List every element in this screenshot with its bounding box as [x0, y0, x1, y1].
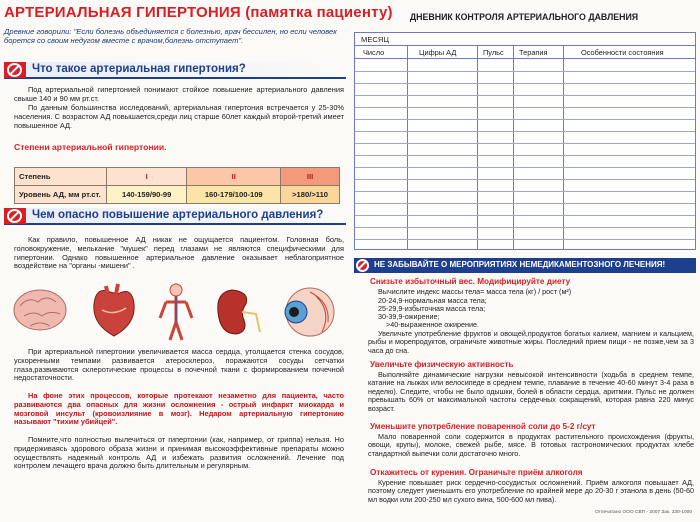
tip-weight-title: Снизьте избыточный вес. Модифицируйте диету — [370, 277, 571, 286]
heart-icon — [94, 284, 134, 336]
kidney-icon — [218, 290, 260, 334]
print-info: Отпечатано ООО СВП - 2007 Зак. 330-1000 — [594, 510, 692, 515]
diary-col-date: Число — [363, 48, 385, 57]
definition-paragraph: Под артериальной гипертонией понимают стойкое повышение артериального давления свыше 140 и 90 мм рт.ст. — [14, 85, 344, 103]
warning-banner — [354, 258, 696, 273]
no-sign-icon — [4, 62, 26, 78]
diary-row-line — [355, 191, 695, 192]
diary-title: ДНЕВНИК КОНТРОЛЯ АРТЕРИАЛЬНОГО ДАВЛЕНИЯ — [409, 12, 639, 22]
diary-row-line — [355, 203, 695, 204]
section-header-what-is — [4, 62, 346, 79]
stage-value-2: 160-179/100-109 — [187, 186, 281, 204]
eye-icon — [285, 288, 334, 336]
stage-level-2: II — [187, 168, 281, 186]
complications-paragraph: На фоне этих процессов, которые протекают незаметно для пациента, часто развиваются два опасных для жизни осложнения - острый инфаркт миокарда и мозговой инсульт (кровоизлияние в мозг). Недаром артериальную гипертонию называют "тихим убийцей". — [14, 391, 344, 427]
bp-diary-table — [354, 32, 696, 250]
stages-title: Степени артериальной гипертонии. — [14, 142, 167, 152]
smoking-paragraph: Курение повышает риск сердечно-сосудистых осложнений. Приём алкоголя повышает АД, поэтому следует уменьшить его употребление по крайней мере до 20-30 г этанола в день (50-60 мл водки или 200-250 мл сухого вина, 500-600 мл пива). — [368, 478, 694, 504]
target-organs-illustration — [10, 282, 346, 342]
diary-row-line — [355, 143, 695, 144]
bmi-item: 30-39,9-ожирение; — [378, 312, 440, 321]
stage-value-1: 140-159/90-99 — [107, 186, 187, 204]
diary-row-line — [355, 227, 695, 228]
activity-paragraph: Выполняйте динамические нагрузки невысокой интенсивности (ходьба в среднем темпе, катание на лыжах или велосипеде в среднем темпе, плавание в течение 40-60 минут 3-4 раза в неделю). Следите, чтобы не было одышки, болей в области сердца, аритмии. Пульс не должен превышать 60% от максимальной частоты сердечных сокращений, которая равна 220 минус возраст. — [368, 370, 694, 413]
bmi-formula: Вычислите индекс массы тела= масса тела (кг) / рост (м²) — [378, 287, 572, 296]
diary-row-line — [355, 155, 695, 156]
page-title: АРТЕРИАЛЬНАЯ ГИПЕРТОНИЯ (памятка пациенту) — [4, 4, 393, 21]
stages-row-level — [15, 186, 340, 204]
diary-row-line — [355, 119, 695, 120]
bmi-item: 25-29,9-избыточная масса тела; — [378, 304, 486, 313]
right-column — [352, 4, 696, 518]
tip-activity-title: Увеличьте физическую активность — [370, 360, 514, 369]
tip-salt-title: Уменьшите употребление поваренной соли до 5-2 г/сут — [370, 422, 596, 431]
body-vessels-icon — [160, 284, 192, 340]
stage-level-3: III — [281, 168, 340, 186]
diary-header — [355, 33, 695, 59]
stage-value-3: >180/>110 — [281, 186, 340, 204]
tip-smoking-title: Откажитесь от курения. Ограничьте приём алкоголя — [370, 468, 583, 477]
diary-row-line — [355, 83, 695, 84]
section-title-what-is: Что такое артериальная гипертония? — [32, 63, 246, 75]
prevalence-paragraph: По данным большинства исследований, артериальная гипертония встречается у 25-30% населения. С возрастом АД повышается,среди лиц старше 60лет каждый второй-третий имеет повышенное АД. — [14, 103, 344, 130]
bmi-item: 20-24,9-нормальная масса тела; — [378, 296, 487, 305]
stages-row-label: Уровень АД, мм рт.ст. — [15, 186, 107, 204]
stage-level-1: I — [107, 168, 187, 186]
stages-table — [14, 167, 340, 204]
stages-row-label: Степень — [15, 168, 107, 186]
warning-text: НЕ ЗАБЫВАЙТЕ О МЕРОПРИЯТИЯХ НЕМЕДИКАМЕНТОЗНОГО ЛЕЧЕНИЯ! — [374, 260, 666, 269]
diary-row-line — [355, 107, 695, 108]
section-header-danger — [4, 208, 346, 225]
diary-row-line — [355, 71, 695, 72]
no-sign-icon — [356, 259, 369, 272]
bmi-item: >40-выраженное ожирение. — [386, 320, 480, 329]
diary-row-line — [355, 95, 695, 96]
diary-col-pulse: Пульс — [483, 48, 504, 57]
diary-row-line — [355, 179, 695, 180]
no-sign-icon — [4, 208, 26, 224]
diary-row-line — [355, 167, 695, 168]
diary-row-line — [355, 215, 695, 216]
organ-damage-paragraph: При артериальной гипертонии увеличивается масса сердца, утолщается стенка сосудов, ускоренными темпами развивается атеросклероз, поражаются сосуды сетчатки глаза,развиваются склеротические процессы в почечной ткани с формированием почечной недостаточности. — [14, 347, 344, 383]
epigraph-quote: Древние говорили: "Если болезнь объединяется с болезнью, врач бессилен, но если человек борется со своим недугом вместе с врачом,болезнь отступает". — [4, 27, 337, 45]
diary-col-notes: Особенности состояния — [581, 48, 664, 57]
section-title-danger: Чем опасно повышение артериального давления? — [32, 209, 324, 221]
diary-month-label: МЕСЯЦ — [361, 35, 389, 44]
stages-row-degree — [15, 168, 340, 186]
brain-icon — [14, 290, 66, 330]
diary-row-line — [355, 131, 695, 132]
diary-col-therapy: Терапия — [519, 48, 548, 57]
diet-paragraph: Увеличьте употребление фруктов и овощей,продуктов богатых калием, магнием и кальцием, рыбы и морепродуктов, ограничьте животные жиры. Последний прием пищи - не позже,чем за 3 часа до сна. — [368, 329, 694, 355]
diary-col-bp: Цифры АД — [419, 48, 457, 57]
diary-row-line — [355, 239, 695, 240]
symptoms-paragraph: Как правило, повышенное АД никак не ощущается пациентом. Головная боль, головокружение, мелькание "мушек" перед глазами не являются специфическими для гипертонии. Однако повышенное артериальное давление оказывает неблагоприятное воздействие на "органы -мишени" . — [14, 235, 344, 271]
treatment-paragraph: Помните,что полностью вылечиться от гипертонии (как, например, от гриппа) нельзя. Но придерживаясь здорового образа жизни и принимая высокоэффективные препараты можно осуществлять надежный контроль АД и избежать развития осложнений. Лечение под контролем лечащего врача должно быть длительным и регулярным. — [14, 435, 344, 471]
salt-paragraph: Мало поваренной соли содержится в продуктах растительного происхождения (фрукты, овощи, крупы), молоке, свежей рыбе, мясе. В готовых гастрономических продуктах хлебе стандартной выпечки соли достаточно много. — [368, 432, 694, 458]
